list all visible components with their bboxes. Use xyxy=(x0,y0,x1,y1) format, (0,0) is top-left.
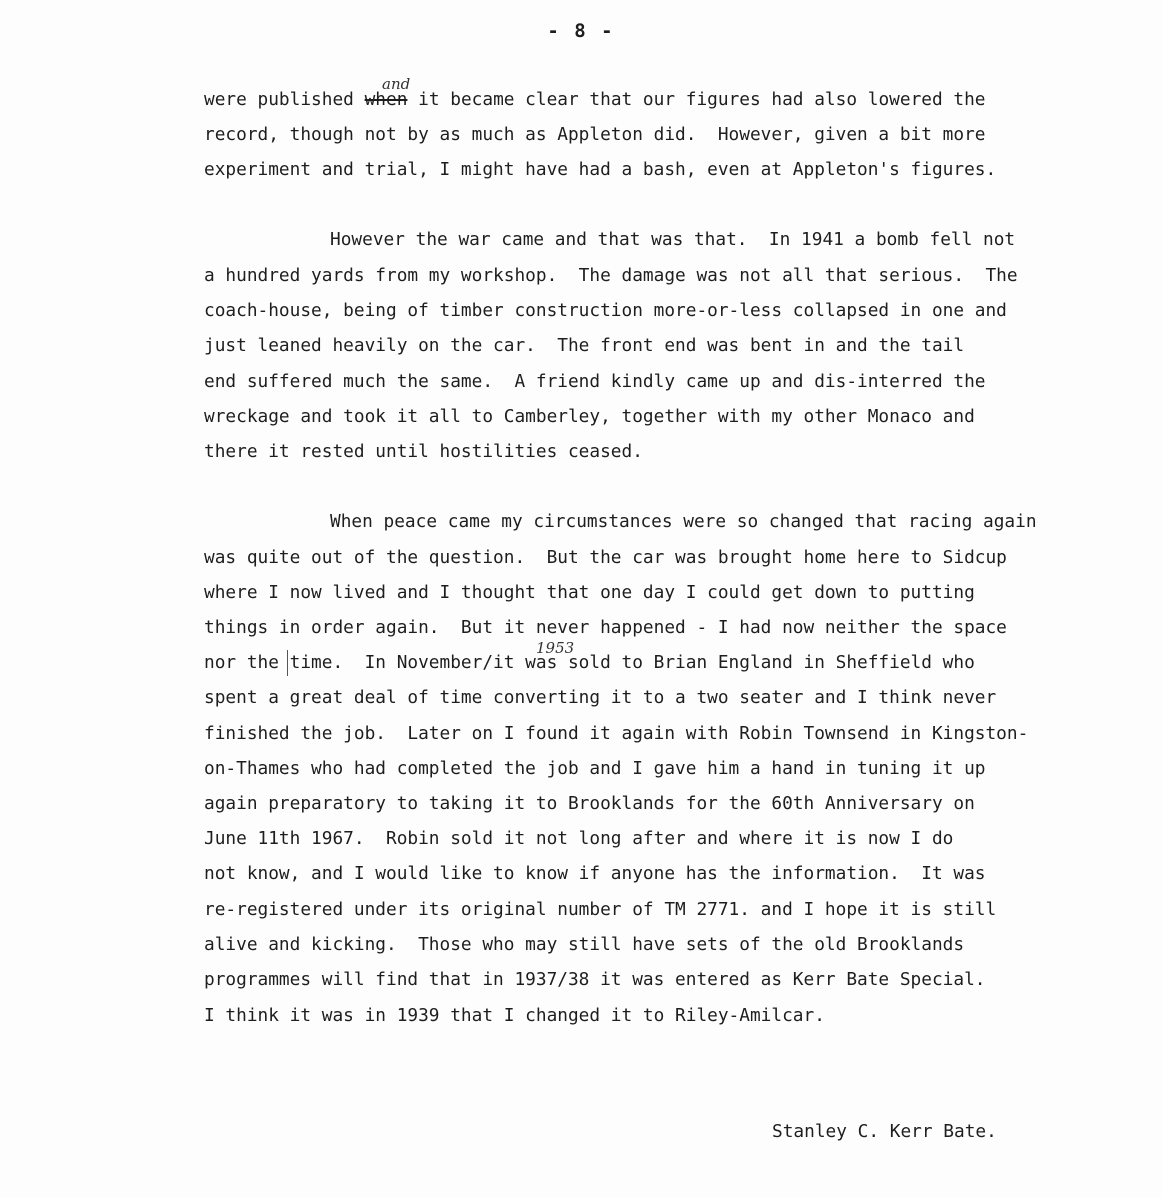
paragraph-line: coach-house, being of timber construction more-or-less collapsed in one and xyxy=(204,300,1007,321)
paragraph-line: a hundred yards from my workshop. The damage was not all that serious. The xyxy=(204,265,1018,286)
paragraph-line: things in order again. But it never happened - I had now neither the space xyxy=(204,617,1007,638)
paragraph-line: nor the time. In November/it was sold to Brian England in Sheffield who xyxy=(204,652,975,673)
paragraph-line: just leaned heavily on the car. The front end was bent in and the tail xyxy=(204,335,965,356)
paragraph-line: again preparatory to taking it to Brooklands for the 60th Anniversary on xyxy=(204,793,975,814)
paragraph-line: experiment and trial, I might have had a bash, even at Appleton's figures. xyxy=(204,159,997,180)
page-number: - 8 - xyxy=(547,20,615,42)
paragraph-line: alive and kicking. Those who may still have sets of the old Brooklands xyxy=(204,934,965,955)
paragraph-line: there it rested until hostilities ceased. xyxy=(204,441,643,462)
paragraph-line: finished the job. Later on I found it again with Robin Townsend in Kingston- xyxy=(204,723,1029,744)
paragraph-line: However the war came and that was that. In 1941 a bomb fell not xyxy=(330,229,1016,250)
paragraph-line: programmes will find that in 1937/38 it was entered as Kerr Bate Special. xyxy=(204,969,986,990)
paragraph-line: When peace came my circumstances were so changed that racing again xyxy=(330,511,1037,532)
paragraph-line: were published when it became clear that our figures had also lowered the xyxy=(204,89,986,110)
paragraph-line: re-registered under its original number of TM 2771. and I hope it is still xyxy=(204,899,997,920)
paragraph-line: spent a great deal of time converting it to a two seater and I think never xyxy=(204,687,997,708)
paragraph-line: record, though not by as much as Appleton did. However, given a bit more xyxy=(204,124,986,145)
handwritten-insert-and: and xyxy=(382,75,411,93)
paragraph-line: June 11th 1967. Robin sold it not long after and where it is now I do xyxy=(204,828,954,849)
paragraph-line: was quite out of the question. But the car was brought home here to Sidcup xyxy=(204,547,1007,568)
signature: Stanley C. Kerr Bate. xyxy=(772,1121,997,1142)
paragraph-line: end suffered much the same. A friend kindly came up and dis-interred the xyxy=(204,371,986,392)
handwritten-insert-year: 1953 xyxy=(536,639,575,657)
paragraph-line: not know, and I would like to know if anyone has the information. It was xyxy=(204,863,986,884)
paragraph-line: on-Thames who had completed the job and I gave him a hand in tuning it up xyxy=(204,758,986,779)
paragraph-line: wreckage and took it all to Camberley, together with my other Monaco and xyxy=(204,406,975,427)
struck-out-word: when xyxy=(364,89,408,110)
paragraph-line: where I now lived and I thought that one day I could get down to putting xyxy=(204,582,975,603)
paragraph-line: I think it was in 1939 that I changed it to Riley-Amilcar. xyxy=(204,1005,825,1026)
